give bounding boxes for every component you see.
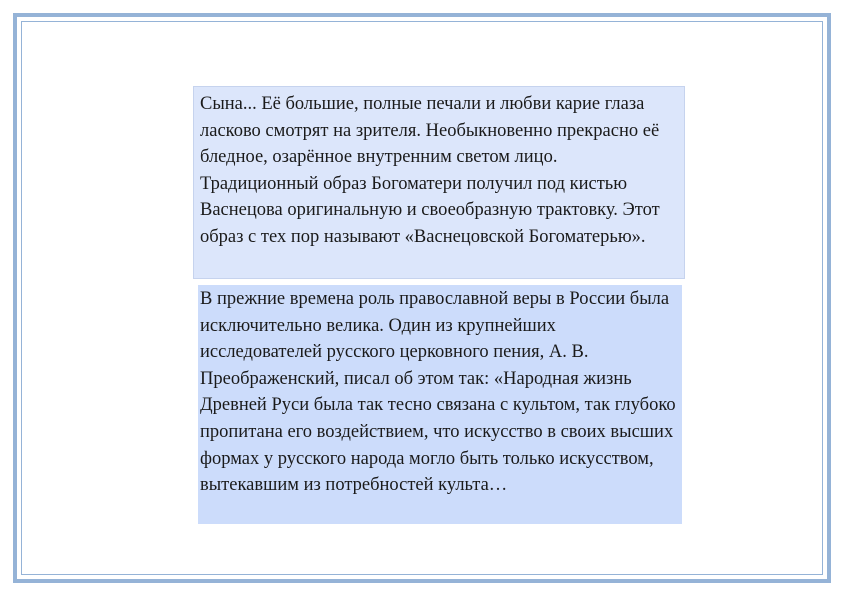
text-box-second-paragraph: В прежние времена роль православной веры в России была исключительно велика. Один из крупнейших исследователей русского церковного пения, А. В. Преображенский, писал об этом так: «Народная жизнь Древней Руси была так тесно связана с культом, так глубоко пропитана его воздействием, что искусство в своих высших формах у русского народа могло быть только искусством, вытекавшим из потребностей культа…	[198, 285, 682, 524]
text-box-first-paragraph: Сына... Её большие, полные печали и любви карие глаза ласково смотрят на зрителя. Необыкновенно прекрасно её бледное, озарённое внутренним светом лицо. Традиционный образ Богоматери получил под кистью Васнецова оригинальную и своеобразную трактовку. Этот образ с тех пор называют «Васнецовской Богоматерью».	[193, 86, 685, 279]
